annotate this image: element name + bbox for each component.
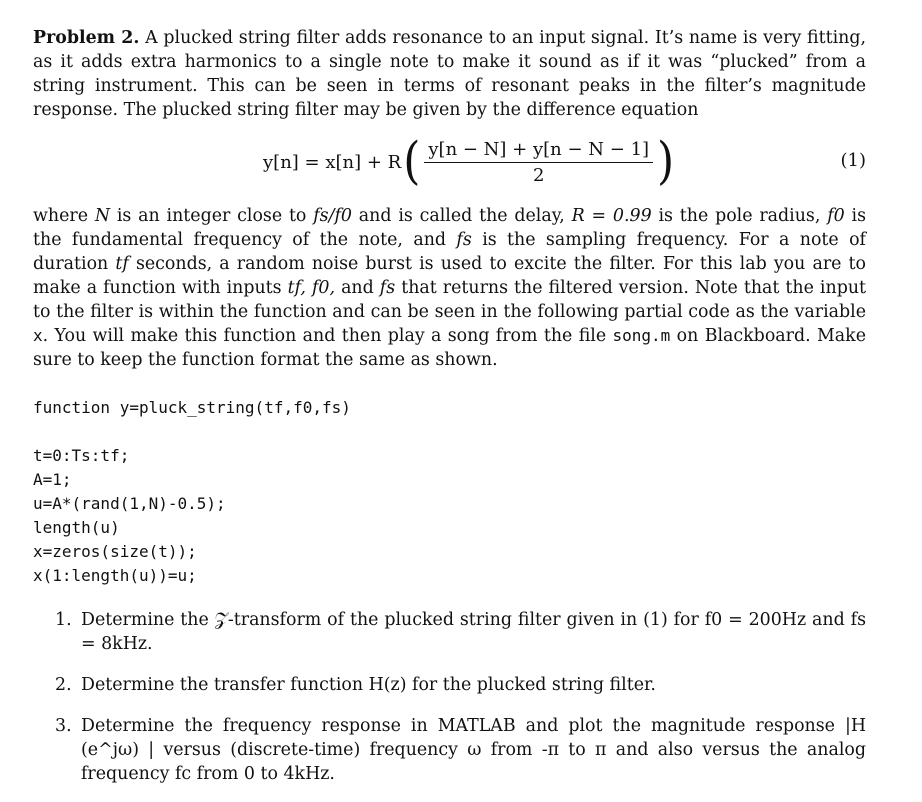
right-paren: )	[657, 132, 675, 191]
variable-x: x	[33, 326, 43, 345]
desc-text: is the fundamental frequency of the note, and	[33, 206, 867, 250]
task-number: 1.	[55, 610, 72, 630]
task-text: Determine the 𝒵-transform of the plucked string filter given in (1) for f0 = 200Hz and fs = 8kHz.	[81, 610, 866, 654]
desc-text: on Blackboard. Make sure to keep the function format the same as shown.	[33, 326, 866, 370]
desc-text: and is called the delay,	[358, 206, 565, 226]
task-list	[33, 608, 866, 786]
left-paren: (	[403, 132, 421, 191]
equation-lhs: y[n] = x[n] + R	[263, 151, 402, 173]
code-line: u=A*(rand(1,N)-0.5);	[33, 494, 226, 513]
desc-text: is the pole radius,	[658, 206, 821, 226]
code-line: x(1:length(u))=u;	[33, 566, 197, 585]
code-line: t=0:Ts:tf;	[33, 446, 130, 465]
task-item	[33, 714, 866, 786]
symbol-ratio: fs/f0	[313, 206, 352, 226]
desc-text: and	[341, 278, 374, 298]
symbol-fs: fs	[379, 278, 396, 298]
code-block	[33, 444, 866, 588]
code-line: length(u)	[33, 518, 120, 537]
intro-text: A plucked string filter adds resonance to an input signal. It’s name is very fitting, as it adds extra harmonics to a single note to make it sound as if it was “plucked” from a string instrument. This can be seen in terms of resonant peaks in the filter’s magnitude response. The plucked string filter may be given by the difference equation	[33, 28, 867, 120]
symbol-fs: fs	[456, 230, 472, 250]
desc-text: . You will make this function and then play a song from the file	[42, 326, 607, 346]
problem-intro	[33, 26, 866, 122]
desc-text: is an integer close to	[116, 206, 307, 226]
task-text: Determine the frequency response in MATLAB and plot the magnitude response |H (e^jω) | versus (discrete-time) frequency ω from -π to π and also versus the analog frequency fc from 0 to 4kHz.	[81, 716, 866, 784]
code-line: x=zeros(size(t));	[33, 542, 197, 561]
desc-text: seconds, a random noise burst is used to excite the filter. For this lab you are to make a function with inputs	[33, 254, 866, 298]
desc-text: where	[33, 206, 88, 226]
function-signature: function y=pluck_string(tf,f0,fs)	[33, 398, 351, 417]
file-name: song.m	[612, 326, 671, 345]
symbol-tf: tf	[115, 254, 129, 274]
task-number: 2.	[55, 675, 72, 695]
task-number: 3.	[55, 716, 72, 736]
equation-fraction	[424, 139, 653, 186]
equation-denominator: 2	[532, 164, 545, 186]
symbol-tf: tf,	[287, 278, 306, 298]
code-line: A=1;	[33, 470, 72, 489]
desc-text: that returns the filtered version. Note that the input to the filter is within the function and can be seen in the following partial code as the variable	[33, 278, 867, 322]
task-item	[33, 608, 866, 656]
symbol-N: N	[94, 206, 111, 226]
equation-number: (1)	[840, 150, 866, 171]
problem-heading: Problem 2.	[33, 28, 140, 48]
symbol-f0: f0,	[312, 278, 336, 298]
difference-equation	[33, 132, 866, 196]
description-paragraph	[33, 204, 866, 372]
symbol-f0: f0	[827, 206, 845, 226]
task-text: Determine the transfer function H(z) for the plucked string filter.	[81, 675, 656, 695]
equation-body	[263, 132, 676, 192]
task-item	[33, 673, 866, 697]
desc-text: is the sampling frequency. For a note of duration	[33, 230, 866, 274]
symbol-R: R = 0.99	[571, 206, 652, 226]
equation-numerator: y[n − N] + y[n − N − 1]	[424, 139, 653, 163]
